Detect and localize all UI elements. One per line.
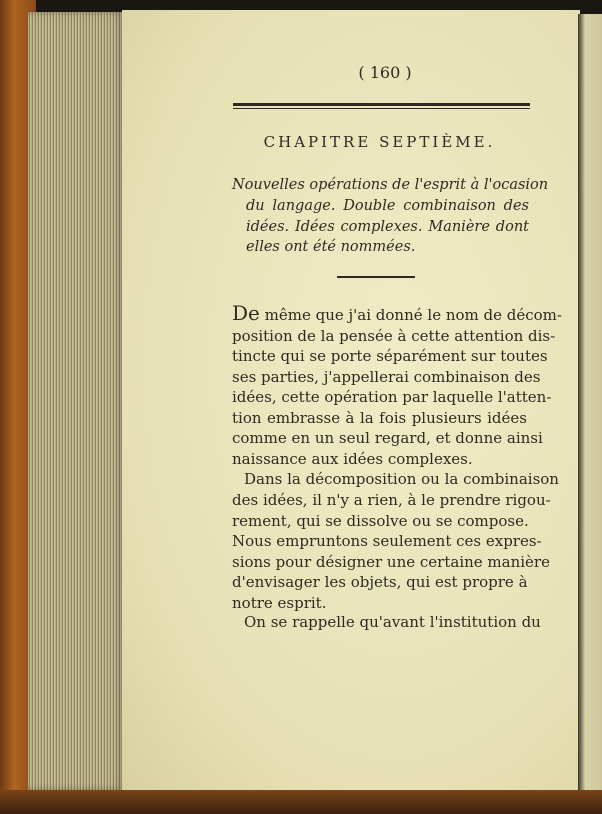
paragraph-1-line: ses parties, j'appellerai combinaison des [232, 368, 541, 386]
facing-page-edge [578, 14, 602, 790]
summary-line: elles ont été nommées. [246, 239, 416, 255]
section-divider [337, 276, 415, 278]
paragraph-1-line: tincte qui se porte séparément sur toutes [232, 347, 548, 365]
chapter-title: CHAPITRE SEPTIÈME. [263, 133, 496, 151]
page-edges [28, 12, 126, 790]
paragraph-2-line: d'envisager les objets, qui est propre à [232, 573, 528, 591]
paragraph-3-line: On se rappelle qu'avant l'institution du [244, 613, 541, 631]
paragraph-1-line: comme en un seul regard, et donne ainsi [232, 429, 543, 447]
paragraph-1-line: idées, cette opération par laquelle l'atten- [232, 388, 552, 406]
header-rule-top [233, 103, 530, 106]
paragraph-1-line: naissance aux idées complexes. [232, 450, 473, 468]
drop-cap: De [232, 301, 260, 325]
page-number: ( 160 ) [358, 63, 412, 82]
summary-line: du langage. Double combinaison des [246, 198, 529, 214]
paragraph-2-line: rement, qui se dissolve ou se compose. [232, 512, 529, 530]
paragraph-2-line: des idées, il n'y a rien, à le prendre rigou- [232, 491, 551, 509]
paragraph-2-line: notre esprit. [232, 594, 327, 612]
paragraph-1-line [232, 301, 562, 325]
paragraph-2-line: Nous empruntons seulement ces expres- [232, 532, 542, 550]
paragraph-1-line: tion embrasse à la fois plusieurs idées [232, 409, 527, 427]
book-cover-bottom [0, 790, 602, 814]
paragraph-2-line: Dans la décomposition ou la combinaison [244, 470, 559, 488]
paragraph-1-line: position de la pensée à cette attention dis- [232, 327, 556, 345]
summary-line: idées. Idées complexes. Manière dont [246, 219, 529, 235]
paragraph-2-line: sions pour désigner une certaine manière [232, 553, 550, 571]
header-rule-bottom [233, 108, 530, 109]
summary-line: Nouvelles opérations de l'esprit à l'ocasion [232, 177, 549, 193]
line-text: même que j'ai donné le nom de décom- [259, 306, 562, 324]
